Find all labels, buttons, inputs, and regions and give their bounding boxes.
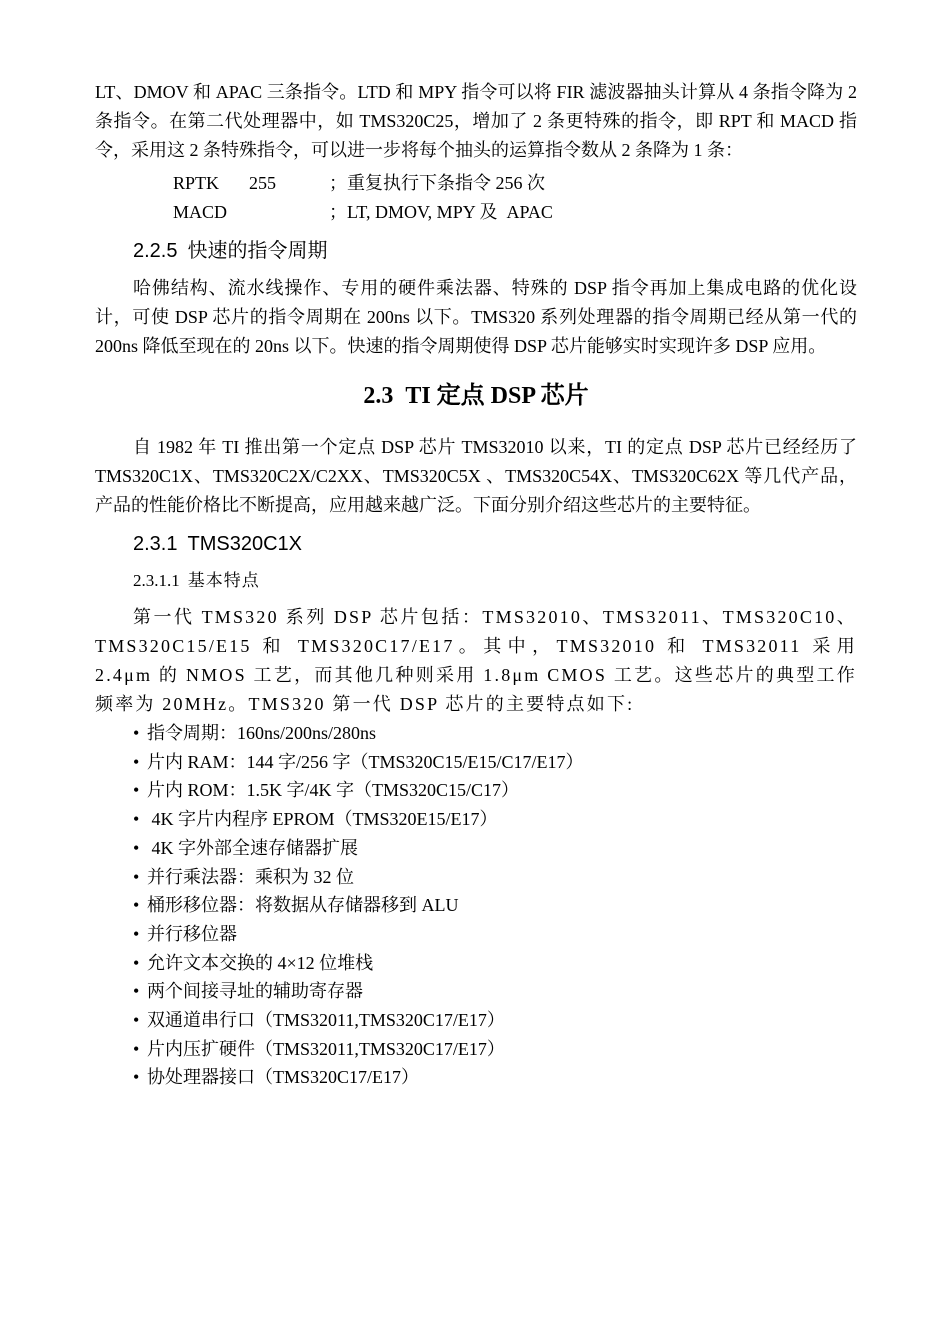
list-item (133, 1035, 857, 1064)
code-comment: ；LT, DMOV, MPY 及 APAC (329, 202, 553, 222)
section-number: 2.3.1.1 (133, 571, 180, 590)
list-item-text: 两个间接寻址的辅助寄存器 (147, 981, 363, 1002)
code-line-rptk (173, 169, 857, 198)
heading-2-3 (95, 379, 857, 413)
paragraph-2-3: 自 1982 年 TI 推出第一个定点 DSP 芯片 TMS32010 以来，TI 的定点 DSP 芯片已经经历了 TMS320C1X、TMS320C2X/C2XX、TMS320C5X 、TMS320C54X、TMS320C62X 等几代产品，产品的性能价格比不断提高，应用越来越广泛。下面分别介绍这些芯片的主要特征。 (95, 437, 857, 515)
list-item (133, 805, 857, 834)
list-item-text: 协处理器接口（TMS320C17/E17） (147, 1067, 420, 1088)
bullet-icon: • (133, 809, 140, 830)
list-item (133, 719, 857, 748)
bullet-icon: • (133, 1010, 140, 1031)
bullet-icon: • (133, 923, 140, 944)
heading-2-2-5 (133, 237, 857, 265)
bullet-icon: • (133, 751, 140, 772)
document-page (95, 78, 857, 1092)
section-number: 2.2.5 (133, 240, 178, 262)
list-item (133, 748, 857, 777)
list-item-text: 片内 ROM：1.5K 字/4K 字（TMS320C15/C17） (147, 780, 520, 801)
list-item-text: 4K 字外部全速存储器扩展 (147, 837, 358, 858)
code-arg (249, 198, 327, 227)
list-item (133, 920, 857, 949)
list-item (133, 776, 857, 805)
code-arg: 255 (249, 173, 276, 193)
section-title: 基本特点 (187, 571, 260, 590)
code-op: RPTK (173, 173, 220, 193)
list-item-text: 片内 RAM：144 字/256 字（TMS320C15/E15/C17/E17） (147, 751, 584, 772)
bullet-icon: • (133, 981, 140, 1002)
bullet-icon: • (133, 952, 140, 973)
bullet-icon: • (133, 1038, 140, 1059)
bullet-icon: • (133, 866, 140, 887)
code-comment: ；重复执行下条指令 256 次 (329, 173, 545, 193)
list-item-text: 指令周期：160ns/200ns/280ns (147, 723, 377, 743)
feature-list (95, 719, 857, 1092)
section-number: 2.3.1 (133, 533, 178, 555)
bullet-icon: • (133, 1067, 140, 1088)
list-item (133, 1006, 857, 1035)
intro-paragraph: LT、DMOV 和 APAC 三条指令。LTD 和 MPY 指令可以将 FIR 滤波器抽头计算从 4 条指令降为 2 条指令。在第二代处理器中，如 TMS320C25，增加了 2 条更特殊的指令，即 RPT 和 MACD 指令，采用这 2 条特殊指令，可以进一步将每个抽头的运算指令数从 2 条降为 1 条： (95, 82, 857, 160)
list-item-text: 并行乘法器：乘积为 32 位 (147, 866, 354, 887)
paragraph-2-3-1-1: 第一代 TMS320 系列 DSP 芯片包括：TMS32010、TMS32011、TMS320C10、TMS320C15/E15 和 TMS320C17/E17。其中，TMS32010 和 TMS32011 采用 2.4μm 的 NMOS 工艺，而其他几种则采用 1.8μm CMOS 工艺。这些芯片的典型工作频率为 20MHz。TMS320 第一代 DSP 芯片的主要特点如下: (95, 607, 857, 714)
list-item-text: 片内压扩硬件（TMS32011,TMS320C17/E17） (147, 1038, 505, 1059)
section-title: 快速的指令周期 (187, 240, 328, 262)
list-item-text: 桶形移位器：将数据从存储器移到 ALU (147, 895, 459, 916)
code-block (173, 169, 857, 227)
list-item (133, 834, 857, 863)
section-title: TI 定点 DSP 芯片 (405, 383, 589, 409)
bullet-icon: • (133, 723, 140, 743)
list-item-text: 4K 字片内程序 EPROM（TMS320E15/E17） (147, 809, 498, 830)
section-title: TMS320C1X (187, 533, 302, 555)
bullet-icon: • (133, 895, 140, 916)
paragraph-2-2-5: 哈佛结构、流水线操作、专用的硬件乘法器、特殊的 DSP 指令再加上集成电路的优化设计，可使 DSP 芯片的指令周期在 200ns 以下。TMS320 系列处理器的指令周期已经从第一代的 200ns 降低至现在的 20ns 以下。快速的指令周期使得 DSP 芯片能够实时实现许多 DSP 应用。 (95, 278, 857, 356)
section-number: 2.3 (363, 383, 394, 409)
heading-2-3-1 (133, 530, 857, 558)
heading-2-3-1-1 (133, 567, 857, 595)
list-item (133, 891, 857, 920)
list-item (133, 1063, 857, 1092)
code-line-macd (173, 198, 857, 227)
list-item (133, 863, 857, 892)
code-op: MACD (173, 202, 228, 222)
list-item (133, 949, 857, 978)
bullet-icon: • (133, 837, 140, 858)
list-item-text: 并行移位器 (147, 923, 237, 944)
bullet-icon: • (133, 780, 140, 801)
list-item (133, 977, 857, 1006)
list-item-text: 允许文本交换的 4×12 位堆栈 (147, 952, 374, 973)
list-item-text: 双通道串行口（TMS32011,TMS320C17/E17） (147, 1010, 505, 1031)
